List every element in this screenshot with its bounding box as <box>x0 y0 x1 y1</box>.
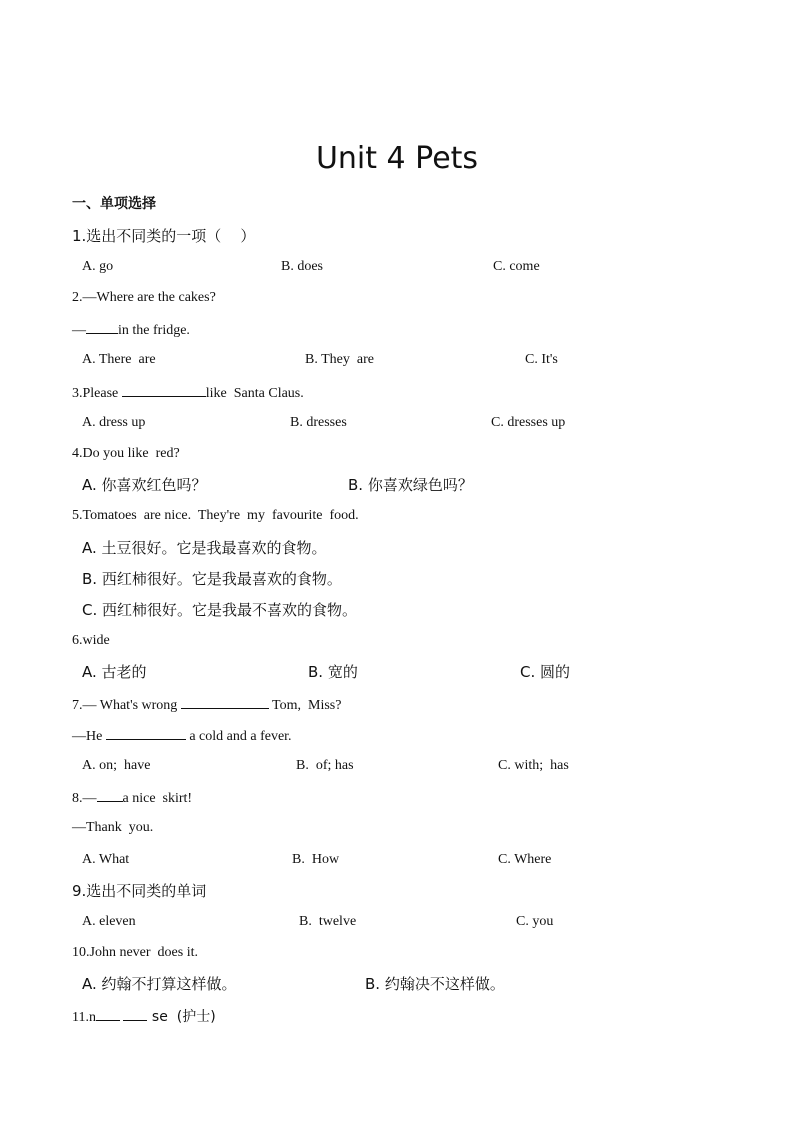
answer-blank <box>122 382 206 397</box>
question-7-option-b: B. of; has <box>296 758 354 773</box>
question-8-option-a: A. What <box>82 852 130 867</box>
answer-blank <box>96 1006 120 1021</box>
question-8-stem: 8.— a nice skirt! <box>72 787 192 809</box>
question-8-option-b: B. How <box>292 852 340 867</box>
question-5-stem: 5.Tomatoes are nice. They're my favourite food. <box>72 508 359 523</box>
question-9-stem: 9.选出不同类的单词 <box>72 882 207 900</box>
question-8-line-2: —Thank you. <box>72 820 154 835</box>
question-3-option-b: B. dresses <box>290 415 347 430</box>
question-1-option-c: C. come <box>493 259 540 274</box>
question-8-option-c: C. Where <box>498 852 552 867</box>
question-5-option-a: A. 土豆很好。它是我最喜欢的食物。 <box>82 539 327 557</box>
answer-blank <box>97 787 123 802</box>
question-6-stem: 6.wide <box>72 633 110 648</box>
answer-blank <box>86 319 118 334</box>
page-title: Unit 4 Pets <box>315 141 479 176</box>
question-6-option-a: A. 古老的 <box>82 663 147 681</box>
section-heading: 一、单项选择 <box>72 196 156 212</box>
question-11-stem: 11.n se (护士) <box>72 1006 216 1028</box>
question-10-option-a: A. 约翰不打算这样做。 <box>82 975 237 993</box>
question-10-stem: 10.John never does it. <box>72 945 198 960</box>
question-9-option-c: C. you <box>516 914 554 929</box>
question-3-stem: 3.Please like Santa Claus. <box>72 382 304 404</box>
answer-blank <box>106 725 186 740</box>
question-9-option-b: B. twelve <box>299 914 357 929</box>
question-1-option-a: A. go <box>82 259 114 274</box>
answer-blank <box>181 694 269 709</box>
question-9-option-a: A. eleven <box>82 914 136 929</box>
question-1-option-b: B. does <box>281 259 323 274</box>
question-10-option-b: B. 约翰决不这样做。 <box>365 975 505 993</box>
question-4-stem: 4.Do you like red? <box>72 446 180 461</box>
question-3-option-a: A. dress up <box>82 415 146 430</box>
question-4-option-b: B. 你喜欢绿色吗？ <box>348 476 473 494</box>
question-5-option-b: B. 西红柿很好。它是我最喜欢的食物。 <box>82 570 342 588</box>
question-6-option-b: B. 宽的 <box>308 663 358 681</box>
question-7-option-c: C. with; has <box>498 758 569 773</box>
question-4-option-a: A. 你喜欢红色吗？ <box>82 476 207 494</box>
question-2-option-c: C. It's <box>525 352 558 367</box>
question-2-stem: 2.—Where are the cakes? <box>72 290 216 305</box>
question-2-option-a: A. There are <box>82 352 156 367</box>
question-2-option-b: B. They are <box>305 352 374 367</box>
question-3-option-c: C. dresses up <box>491 415 566 430</box>
question-7-line-2: —He a cold and a fever. <box>72 725 292 747</box>
question-7-stem: 7.— What's wrong Tom, Miss? <box>72 694 341 716</box>
question-1-stem: 1.选出不同类的一项（ ） <box>72 227 256 245</box>
question-6-option-c: C. 圆的 <box>520 663 571 681</box>
question-2-line-2: — in the fridge. <box>72 319 190 341</box>
answer-blank <box>123 1006 147 1021</box>
question-7-option-a: A. on; have <box>82 758 151 773</box>
question-5-option-c: C. 西红柿很好。它是我最不喜欢的食物。 <box>82 601 358 619</box>
